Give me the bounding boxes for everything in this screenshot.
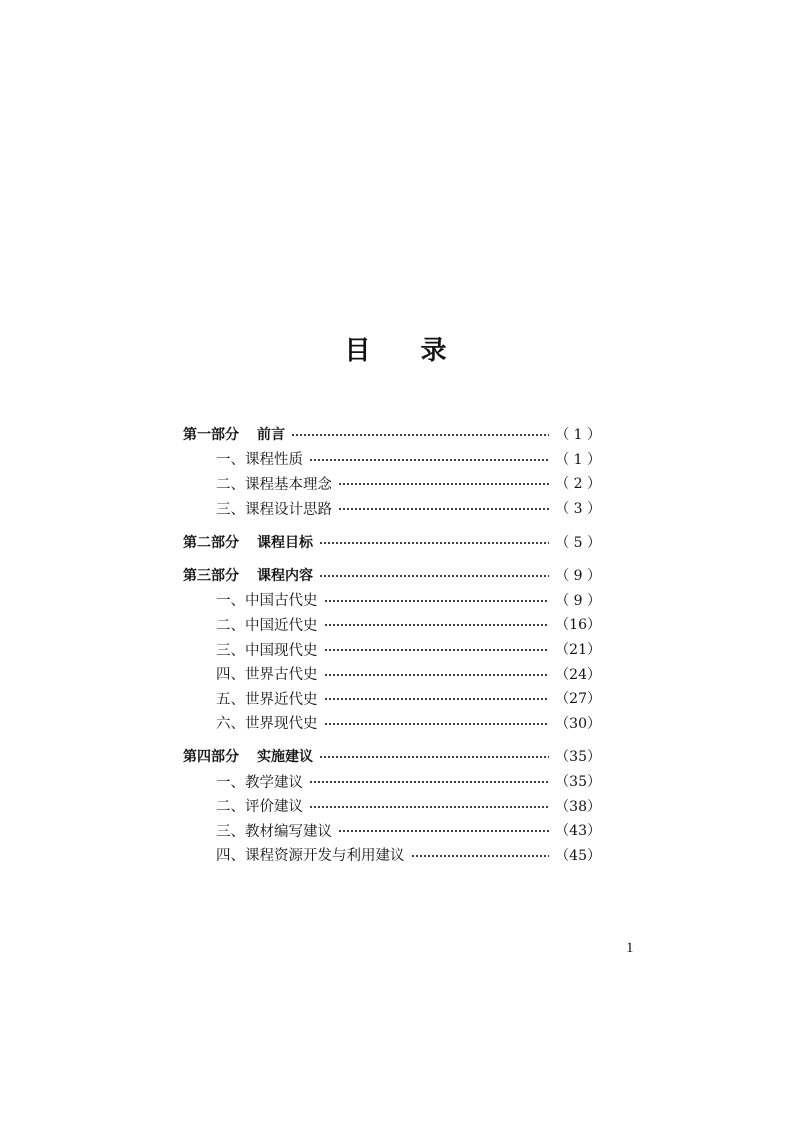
toc-section-name: 世界现代史 xyxy=(245,716,318,733)
dot-leader xyxy=(324,674,550,676)
toc-page-ref: （30） xyxy=(555,715,601,732)
dot-leader xyxy=(319,542,549,544)
toc-page-ref: （21） xyxy=(555,642,601,659)
dot-leader xyxy=(324,649,550,651)
toc-page-ref: （ 9 ） xyxy=(555,568,601,585)
toc-section-number: 二、 xyxy=(216,617,245,634)
dot-leader xyxy=(319,756,549,758)
toc-page-ref: （35） xyxy=(555,749,601,766)
toc-part-entry[interactable] xyxy=(183,529,601,554)
toc-section-name: 中国近代史 xyxy=(245,617,318,634)
toc-page-ref: （16） xyxy=(555,617,601,634)
toc-section-number: 一、 xyxy=(216,452,245,469)
page-number: 1 xyxy=(626,940,634,956)
toc-page-ref: （38） xyxy=(555,798,601,815)
toc-part-number: 第二部分 xyxy=(183,534,239,551)
toc-section-number: 五、 xyxy=(216,691,245,708)
toc-title xyxy=(0,330,793,367)
toc-section-name: 课程基本理念 xyxy=(245,476,332,493)
toc-section-name: 世界古代史 xyxy=(245,667,318,684)
toc-section-entry[interactable] xyxy=(183,496,601,521)
toc-part-name: 实施建议 xyxy=(257,749,313,766)
dot-leader xyxy=(319,575,549,577)
toc-section-entry[interactable] xyxy=(183,843,601,868)
dot-leader xyxy=(411,855,550,857)
dot-leader xyxy=(324,600,550,602)
toc-part-entry[interactable] xyxy=(183,422,601,447)
dot-leader xyxy=(324,624,550,626)
toc-section-entry[interactable] xyxy=(183,588,601,613)
dot-leader xyxy=(324,698,550,700)
toc-page-ref: （ 2 ） xyxy=(555,476,601,493)
toc-page-ref: （35） xyxy=(555,774,601,791)
toc-part-name: 课程目标 xyxy=(257,534,313,551)
toc-section-number: 一、 xyxy=(216,593,245,610)
toc-page-ref: （43） xyxy=(555,823,601,840)
toc-section-name: 世界近代史 xyxy=(245,691,318,708)
toc-section-entry[interactable] xyxy=(183,711,601,736)
toc-part-name: 课程内容 xyxy=(257,568,313,585)
toc-section-number: 三、 xyxy=(216,501,245,518)
dot-leader xyxy=(291,434,549,436)
toc-page-ref: （ 1 ） xyxy=(555,451,601,468)
toc-page-ref: （ 9 ） xyxy=(555,592,601,609)
toc-section-number: 四、 xyxy=(216,848,245,865)
table-of-contents xyxy=(183,422,601,867)
toc-section-entry[interactable] xyxy=(183,818,601,843)
toc-part-number: 第一部分 xyxy=(183,427,239,444)
toc-section-number: 六、 xyxy=(216,716,245,733)
toc-section-name: 课程资源开发与利用建议 xyxy=(245,848,405,865)
dot-leader xyxy=(309,806,549,808)
dot-leader xyxy=(324,723,550,725)
toc-section-entry[interactable] xyxy=(183,793,601,818)
toc-section-entry[interactable] xyxy=(183,661,601,686)
toc-section-entry[interactable] xyxy=(183,471,601,496)
toc-section-name: 中国古代史 xyxy=(245,593,318,610)
toc-section-entry[interactable] xyxy=(183,769,601,794)
toc-page-ref: （ 1 ） xyxy=(555,427,601,444)
toc-part-entry[interactable] xyxy=(183,744,601,769)
toc-section-name: 中国现代史 xyxy=(245,642,318,659)
toc-part-entry[interactable] xyxy=(183,563,601,588)
toc-page-ref: （27） xyxy=(555,691,601,708)
toc-page-ref: （24） xyxy=(555,666,601,683)
toc-page-ref: （45） xyxy=(555,847,601,864)
toc-section-entry[interactable] xyxy=(183,686,601,711)
toc-section-number: 一、 xyxy=(216,774,245,791)
dot-leader xyxy=(338,483,549,485)
dot-leader xyxy=(338,508,549,510)
toc-part-number: 第三部分 xyxy=(183,568,239,585)
toc-page-ref: （ 5 ） xyxy=(555,534,601,551)
toc-part-number: 第四部分 xyxy=(183,749,239,766)
toc-section-entry[interactable] xyxy=(183,447,601,472)
toc-section-number: 二、 xyxy=(216,476,245,493)
dot-leader xyxy=(338,830,549,832)
toc-section-name: 课程性质 xyxy=(245,452,303,469)
toc-section-name: 评价建议 xyxy=(245,799,303,816)
dot-leader xyxy=(309,781,549,783)
toc-section-name: 课程设计思路 xyxy=(245,501,332,518)
toc-part-name: 前言 xyxy=(257,427,285,444)
toc-section-name: 教学建议 xyxy=(245,774,303,791)
toc-section-number: 三、 xyxy=(216,823,245,840)
toc-section-name: 教材编写建议 xyxy=(245,823,332,840)
dot-leader xyxy=(309,459,549,461)
toc-section-number: 三、 xyxy=(216,642,245,659)
toc-title-second-char: 录 xyxy=(420,336,449,366)
toc-section-entry[interactable] xyxy=(183,637,601,662)
toc-section-entry[interactable] xyxy=(183,612,601,637)
toc-title-first-char: 目 xyxy=(344,336,373,366)
toc-section-number: 二、 xyxy=(216,799,245,816)
toc-page-ref: （ 3 ） xyxy=(555,501,601,518)
toc-section-number: 四、 xyxy=(216,667,245,684)
